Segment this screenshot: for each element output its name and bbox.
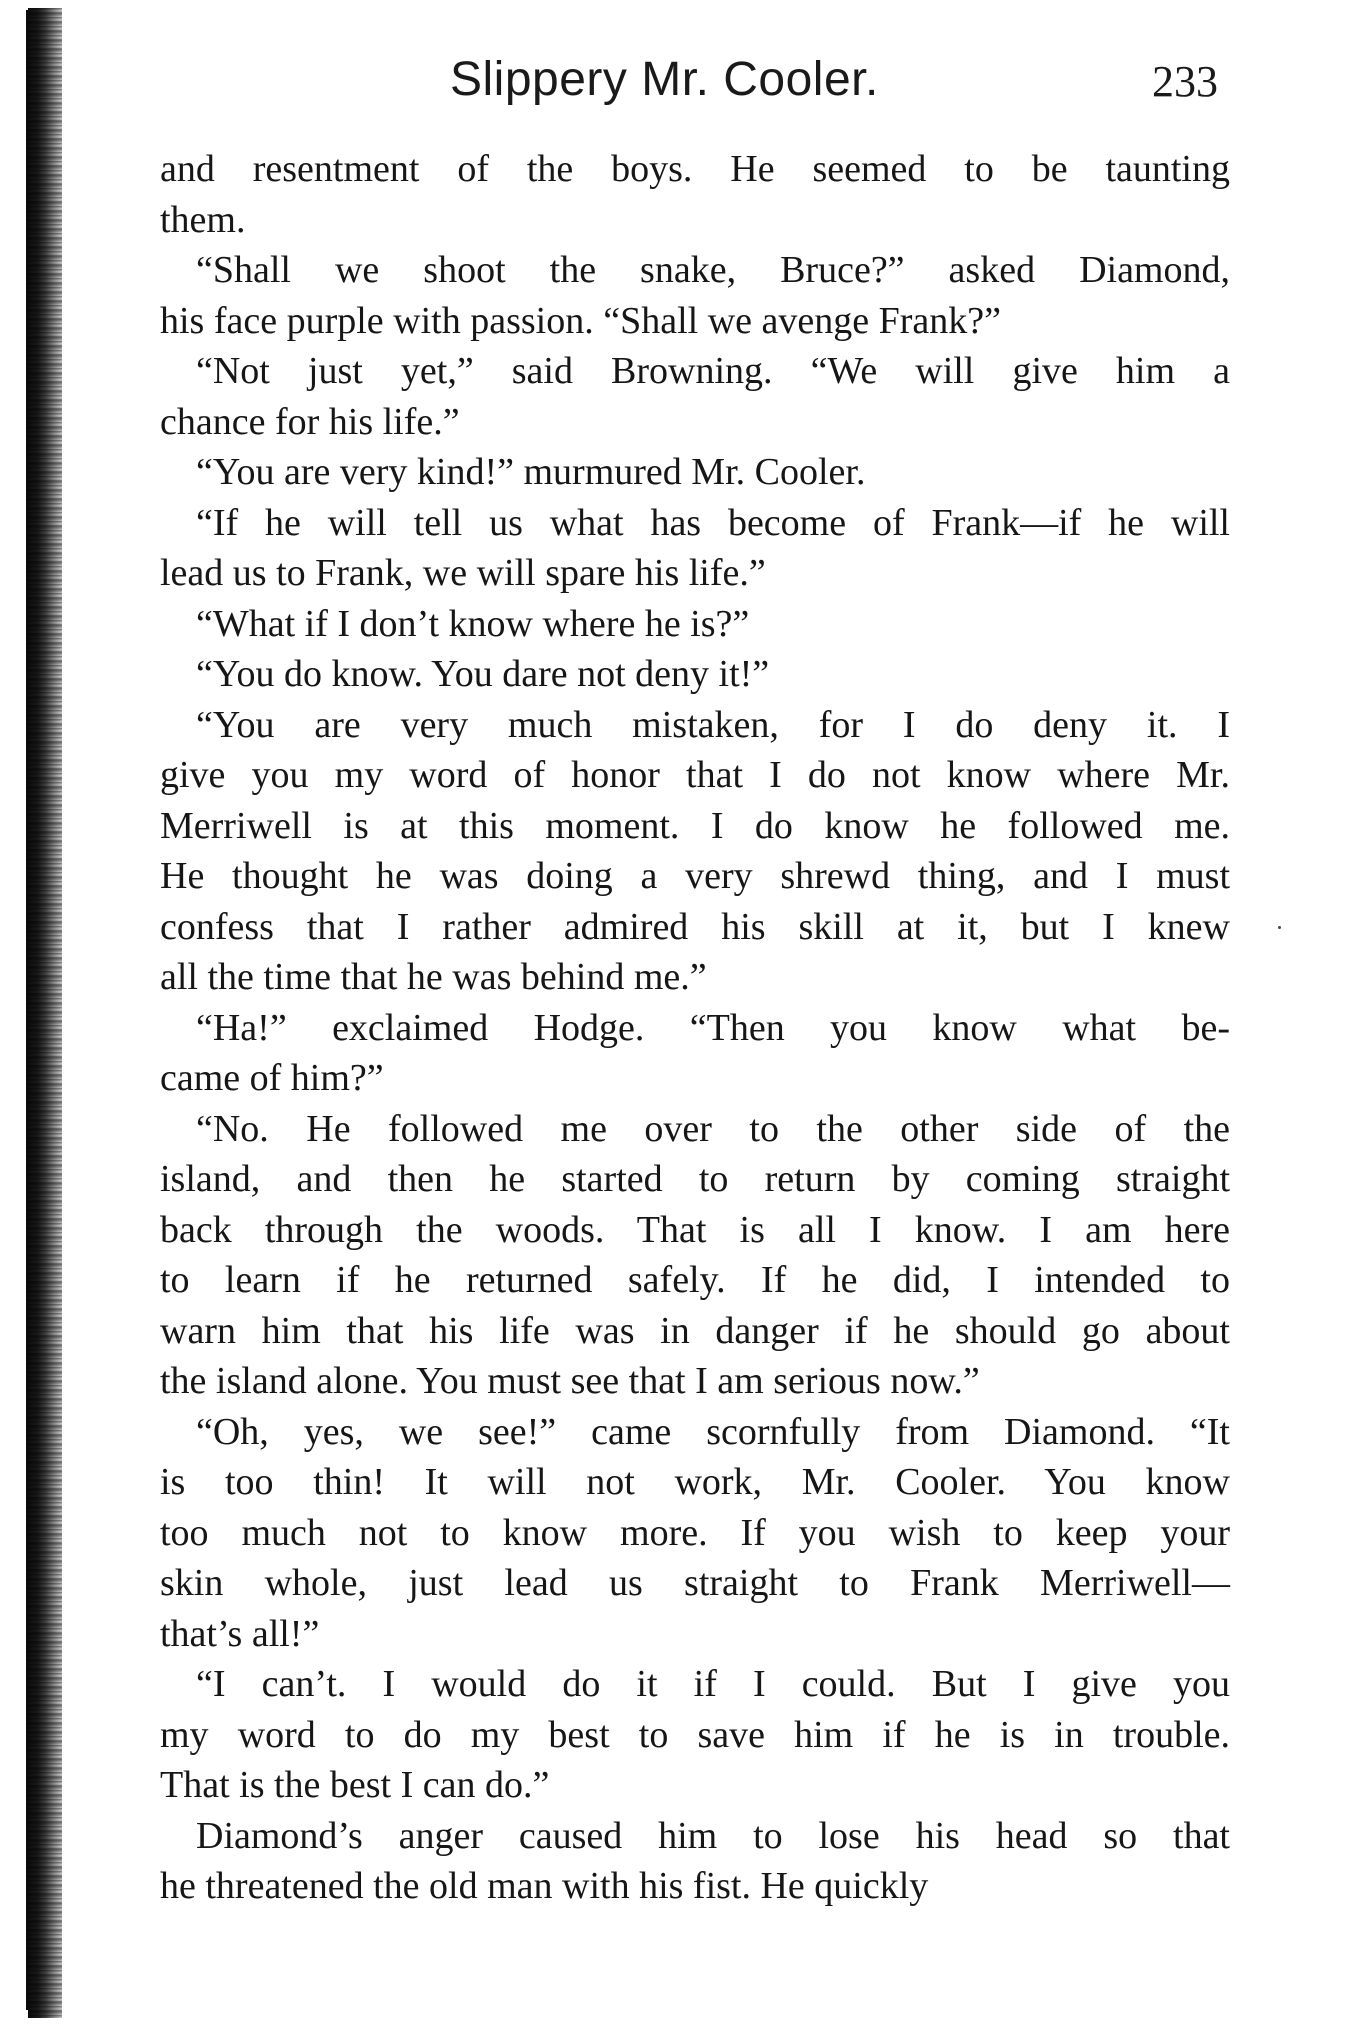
scan-speck (1278, 926, 1281, 929)
paragraph (160, 1104, 1230, 1407)
text-line: my word to do my best to save him if he is in trouble. (160, 1713, 1230, 1756)
body-text (160, 144, 1230, 1912)
text-line: Diamond’s anger caused him to lose his head so that (196, 1814, 1230, 1857)
text-line: “Not just yet,” said Browning. “We will give him a (196, 350, 1230, 392)
text-line: chance for his life.” (160, 400, 460, 443)
text-line: lead us to Frank, we will spare his life.” (160, 552, 766, 594)
text-line: He thought he was doing a very shrewd thing, and I must (160, 855, 1230, 897)
paragraph (160, 346, 1230, 447)
text-line: the island alone. You must see that I am serious now.” (160, 1360, 980, 1402)
text-line: “Oh, yes, we see!” came scornfully from Diamond. “It (196, 1410, 1230, 1453)
text-line: confess that I rather admired his skill at it, but I knew (160, 905, 1230, 948)
text-line: “I can’t. I would do it if I could. But I give you (196, 1663, 1230, 1705)
text-line: he threatened the old man with his fist. He quickly (160, 1865, 929, 1907)
text-line: island, and then he started to return by coming straight (160, 1158, 1230, 1200)
text-line: “If he will tell us what has become of Frank—if he will (196, 501, 1230, 544)
running-title: Slippery Mr. Cooler. (450, 53, 879, 106)
text-line: is too thin! It will not work, Mr. Cooler. You know (160, 1461, 1230, 1503)
binding-edge (28, 8, 62, 2018)
text-line: and resentment of the boys. He seemed to be taunting (160, 148, 1230, 190)
paragraph (160, 1003, 1230, 1104)
paragraph (160, 649, 1230, 700)
text-line: warn him that his life was in danger if he should go about (160, 1309, 1230, 1352)
text-line: That is the best I can do.” (160, 1764, 550, 1806)
paragraph (160, 1407, 1230, 1660)
text-line: skin whole, just lead us straight to Frank Merriwell— (160, 1562, 1230, 1604)
text-line: all the time that he was behind me.” (160, 956, 707, 998)
paragraph (160, 1659, 1230, 1811)
text-line: “You are very much mistaken, for I do deny it. I (196, 703, 1230, 746)
text-line: “No. He followed me over to the other side of the (196, 1107, 1230, 1150)
text-line: came of him?” (160, 1057, 384, 1099)
paragraph (160, 245, 1230, 346)
text-line: “What if I don’t know where he is?” (196, 602, 750, 645)
text-line: them. (160, 198, 246, 241)
text-line: that’s all!” (160, 1612, 320, 1655)
paragraph (160, 144, 1230, 245)
paragraph (160, 700, 1230, 1003)
text-line: to learn if he returned safely. If he did, I intended to (160, 1259, 1230, 1301)
paragraph (160, 599, 1230, 650)
text-line: Merriwell is at this moment. I do know he followed me. (160, 804, 1230, 847)
running-head (160, 52, 1230, 122)
text-line: back through the woods. That is all I know. I am here (160, 1208, 1230, 1251)
text-line: too much not to know more. If you wish to keep your (160, 1511, 1230, 1554)
text-line: “Ha!” exclaimed Hodge. “Then you know what be- (196, 1006, 1230, 1049)
text-line: “You do know. You dare not deny it!” (196, 653, 770, 695)
paragraph (160, 1811, 1230, 1912)
text-line: “Shall we shoot the snake, Bruce?” asked Diamond, (196, 249, 1230, 291)
paragraph (160, 447, 1230, 498)
paragraph (160, 498, 1230, 599)
text-line: give you my word of honor that I do not know where Mr. (160, 754, 1230, 796)
text-line: “You are very kind!” murmured Mr. Cooler. (196, 451, 866, 493)
text-line: his face purple with passion. “Shall we avenge Frank?” (160, 299, 1002, 342)
page-number: 233 (1152, 57, 1218, 106)
